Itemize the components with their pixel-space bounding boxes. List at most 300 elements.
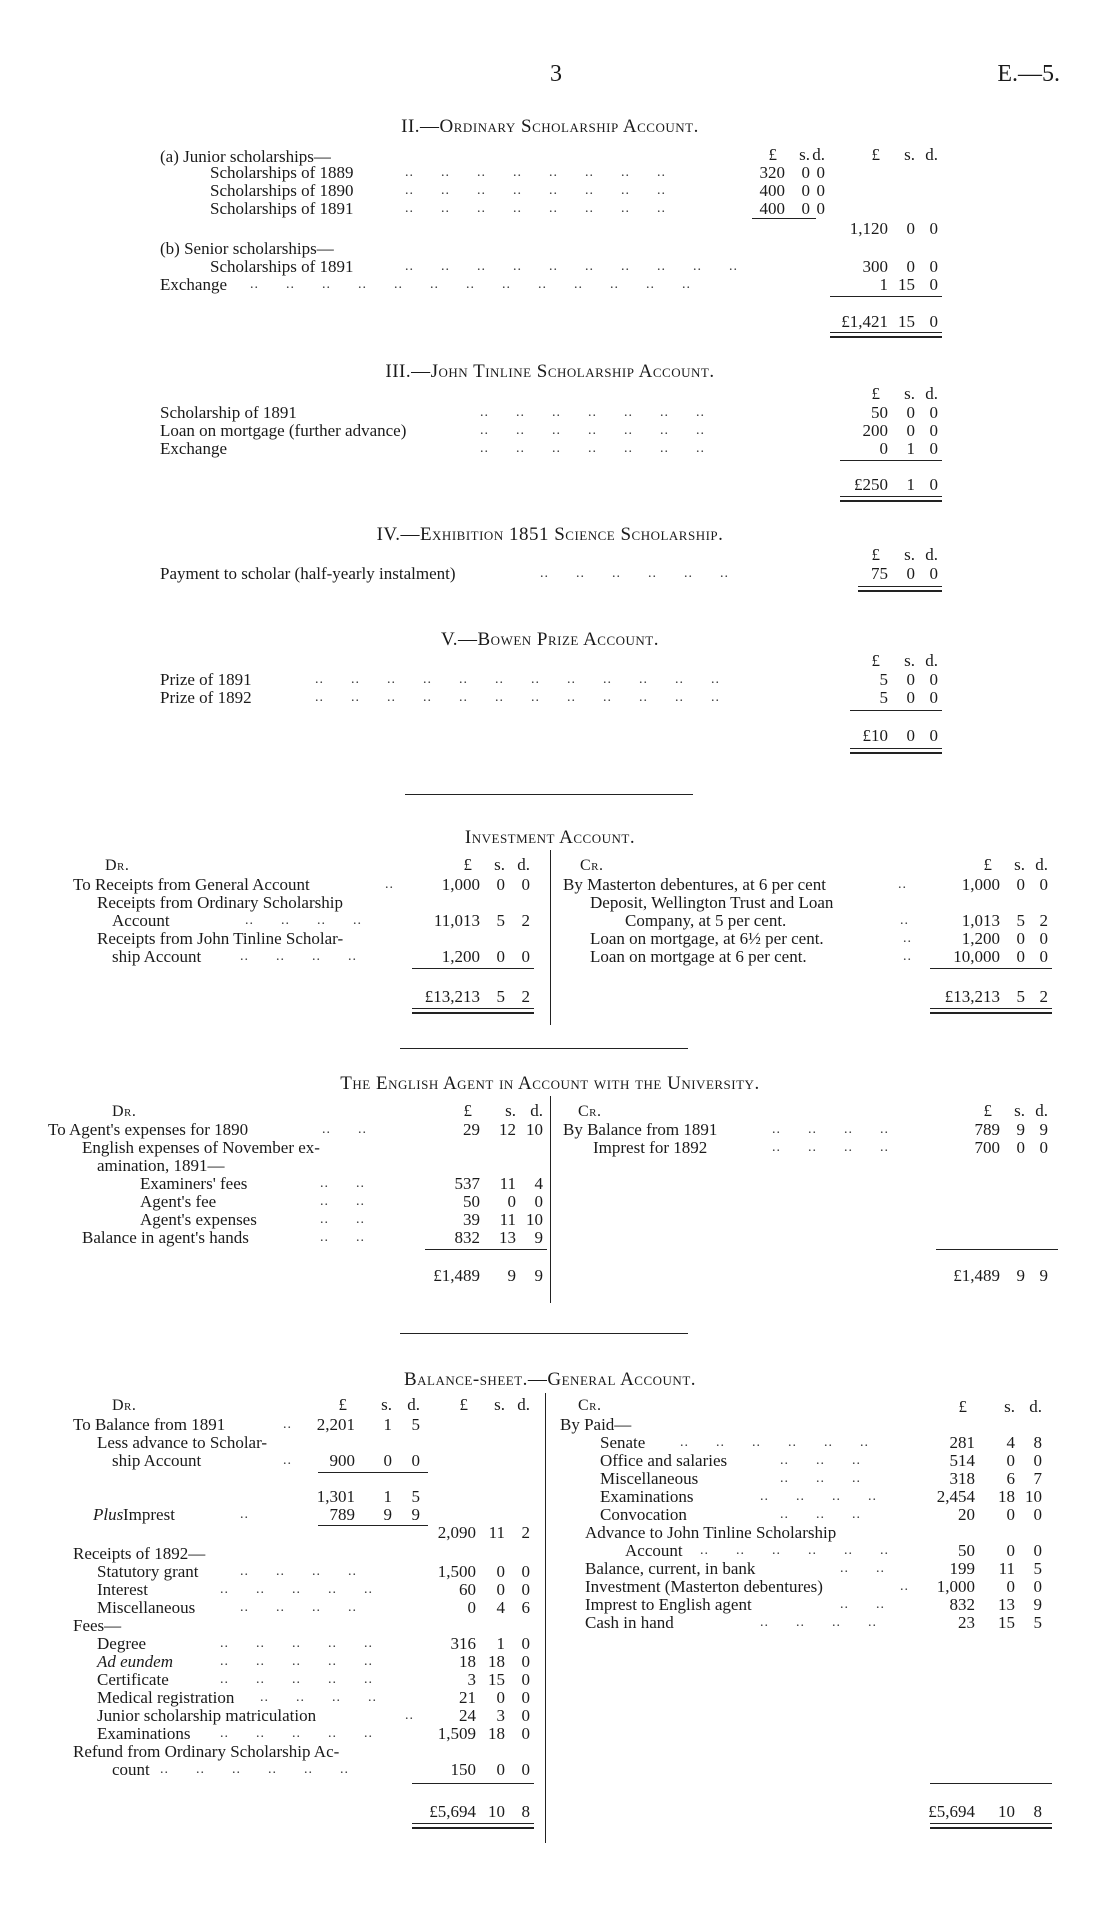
leader-dots: .. .. .. .. bbox=[760, 1489, 904, 1504]
amount-pounds: 0 bbox=[879, 439, 888, 458]
amount-pence: 0 bbox=[1033, 1577, 1042, 1596]
col-head-pounds: £ bbox=[871, 545, 880, 564]
debit-line: Examiners' fees bbox=[140, 1174, 248, 1193]
double-rule bbox=[840, 496, 942, 502]
amount-shillings: 0 bbox=[906, 670, 915, 689]
amount-shillings: 10 bbox=[998, 1802, 1015, 1821]
amount-pence: 0 bbox=[521, 875, 530, 894]
amount-shillings: 1 bbox=[906, 439, 915, 458]
leader-dots: .. .. .. .. .. .. .. .. .. .. .. .. bbox=[315, 672, 747, 687]
amount-pounds: 39 bbox=[463, 1210, 480, 1229]
leader-dots: .. .. .. .. bbox=[245, 913, 389, 928]
amount-pounds: 20 bbox=[958, 1505, 975, 1524]
amount-pounds: 10,000 bbox=[953, 947, 1000, 966]
double-rule bbox=[858, 586, 942, 592]
amount-pounds: 21 bbox=[459, 1688, 476, 1707]
amount-shillings: 1 bbox=[383, 1487, 392, 1506]
rule bbox=[936, 1249, 1058, 1250]
document-ref: E.—5. bbox=[997, 61, 1060, 87]
section-separator bbox=[400, 1333, 688, 1334]
leader-dots: .. .. bbox=[320, 1176, 392, 1191]
scholarship-label: Scholarships of 1889 bbox=[210, 163, 354, 182]
credit-line: Imprest to English agent bbox=[585, 1595, 752, 1614]
amount-shillings: 15 bbox=[998, 1613, 1015, 1632]
leader-dots: .. bbox=[903, 949, 939, 964]
leader-dots: .. bbox=[283, 1417, 319, 1432]
rule bbox=[752, 218, 816, 219]
amount-pence: 7 bbox=[1033, 1469, 1042, 1488]
amount-pounds: 1,509 bbox=[437, 1724, 476, 1743]
credit-line: Loan on mortgage at 6 per cent. bbox=[590, 947, 807, 966]
credit-line: Imprest for 1892 bbox=[593, 1138, 708, 1157]
credit-heading: Cr. bbox=[578, 1397, 602, 1414]
credit-line: Miscellaneous bbox=[600, 1469, 699, 1488]
col-head-shillings: s. bbox=[505, 1101, 516, 1120]
col-head-pence: d. bbox=[517, 855, 530, 874]
tinline-row-label: Scholarship of 1891 bbox=[160, 403, 297, 422]
col-head-shillings: s. bbox=[381, 1395, 392, 1414]
col-head-pounds: £ bbox=[983, 855, 992, 874]
amount-shillings: 11 bbox=[499, 1210, 516, 1229]
amount-pence: 0 bbox=[929, 688, 938, 707]
col-head-pounds: £ bbox=[871, 384, 880, 403]
debit-line: ship Account bbox=[112, 947, 202, 966]
scholarship-label: Scholarships of 1891 bbox=[210, 257, 354, 276]
amount-pence: 0 bbox=[929, 421, 938, 440]
debit-line: Junior scholarship matriculation bbox=[97, 1706, 317, 1725]
double-rule bbox=[930, 1008, 1052, 1014]
rule bbox=[930, 1783, 1052, 1784]
credit-line: Cash in hand bbox=[585, 1613, 674, 1632]
amount-shillings: 15 bbox=[898, 312, 915, 331]
leader-dots: .. .. .. bbox=[780, 1507, 888, 1522]
scholarship-label: Scholarships of 1890 bbox=[210, 181, 354, 200]
amount-shillings: 0 bbox=[1016, 929, 1025, 948]
amount-pounds: 2,454 bbox=[936, 1487, 975, 1506]
debit-line: Receipts from John Tinline Scholar- bbox=[97, 929, 344, 948]
amount-shillings: 15 bbox=[898, 275, 915, 294]
rule bbox=[318, 1525, 428, 1526]
amount-shillings: 0 bbox=[507, 1192, 516, 1211]
amount-shillings: 3 bbox=[496, 1706, 505, 1725]
leader-dots: .. bbox=[900, 1579, 936, 1594]
leader-dots: .. .. .. .. .. bbox=[220, 1672, 400, 1687]
col-head-pence: d. bbox=[812, 145, 825, 164]
amount-shillings: 0 bbox=[496, 1688, 505, 1707]
debit-heading: Dr. bbox=[112, 1397, 137, 1414]
amount-pounds: 200 bbox=[862, 421, 888, 440]
credit-line: Account bbox=[625, 1541, 683, 1560]
debit-line: To Receipts from General Account bbox=[73, 875, 310, 894]
amount-shillings: 10 bbox=[488, 1802, 505, 1821]
debit-line: Examinations bbox=[97, 1724, 191, 1743]
leader-dots: .. .. .. .. bbox=[260, 1690, 404, 1705]
leader-dots: .. .. bbox=[840, 1561, 912, 1576]
col-head-pence: d. bbox=[1035, 855, 1048, 874]
amount-pounds: 150 bbox=[450, 1760, 476, 1779]
leader-dots: .. .. .. .. .. .. .. .. .. .. bbox=[405, 259, 765, 274]
leader-dots: .. .. .. .. .. .. .. .. bbox=[405, 201, 693, 216]
double-rule bbox=[412, 1008, 534, 1014]
rule bbox=[840, 460, 942, 461]
amount-pence: 9 bbox=[1033, 1595, 1042, 1614]
amount-shillings: 5 bbox=[496, 987, 505, 1006]
credit-line: Investment (Masterton debentures) bbox=[585, 1577, 823, 1596]
section-title: Balance-sheet.—General Account. bbox=[403, 1369, 697, 1390]
prize-label: Prize of 1892 bbox=[160, 688, 252, 707]
col-head-pence: d. bbox=[925, 545, 938, 564]
amount-pounds: 1,000 bbox=[961, 875, 1000, 894]
amount-pence: 0 bbox=[521, 947, 530, 966]
amount-pence: 0 bbox=[521, 1670, 530, 1689]
column-divider bbox=[550, 1096, 551, 1303]
amount-shillings: 0 bbox=[1016, 1138, 1025, 1157]
debit-line: Balance in agent's hands bbox=[82, 1228, 249, 1247]
amount-pence: 0 bbox=[1039, 947, 1048, 966]
amount-pence: 0 bbox=[1033, 1505, 1042, 1524]
amount-pence: 9 bbox=[534, 1266, 543, 1285]
amount-pence: 0 bbox=[929, 726, 938, 745]
amount-shillings: 0 bbox=[801, 181, 810, 200]
amount-pence: 0 bbox=[521, 1652, 530, 1671]
amount-shillings: 0 bbox=[496, 947, 505, 966]
leader-dots: .. .. .. .. .. bbox=[220, 1636, 400, 1651]
amount-pence: 0 bbox=[929, 670, 938, 689]
rule bbox=[830, 296, 942, 297]
col-head-pounds: £ bbox=[871, 651, 880, 670]
amount-shillings: 0 bbox=[1016, 947, 1025, 966]
amount-shillings: 11 bbox=[998, 1559, 1015, 1578]
credit-line: Balance, current, in bank bbox=[585, 1559, 756, 1578]
leader-dots: .. .. .. .. .. .. bbox=[540, 566, 756, 581]
section-title: The English Agent in Account with the University. bbox=[340, 1073, 760, 1094]
rule bbox=[412, 1783, 534, 1784]
leader-dots: .. bbox=[900, 913, 936, 928]
amount-pounds: 318 bbox=[949, 1469, 975, 1488]
col-head-pence: d. bbox=[925, 384, 938, 403]
amount-pounds: 23 bbox=[958, 1613, 975, 1632]
amount-pounds: 789 bbox=[974, 1120, 1000, 1139]
amount-pounds: 300 bbox=[862, 257, 888, 276]
amount-shillings: 6 bbox=[1006, 1469, 1015, 1488]
rule bbox=[930, 968, 1052, 969]
amount-pence: 0 bbox=[521, 1688, 530, 1707]
amount-shillings: 0 bbox=[496, 1580, 505, 1599]
section-separator bbox=[405, 794, 693, 795]
debit-line: Receipts of 1892— bbox=[73, 1544, 206, 1563]
col-head-shillings: s. bbox=[904, 651, 915, 670]
amount-shillings: 5 bbox=[1016, 911, 1025, 930]
amount-pence: 0 bbox=[521, 1634, 530, 1653]
debit-line: Receipts from Ordinary Scholarship bbox=[97, 893, 343, 912]
amount-shillings: 0 bbox=[906, 219, 915, 238]
col-head-shillings: s. bbox=[799, 145, 810, 164]
amount-pence: 10 bbox=[526, 1210, 543, 1229]
amount-pence: 0 bbox=[521, 1580, 530, 1599]
amount-shillings: 4 bbox=[496, 1598, 505, 1617]
amount-pounds: 320 bbox=[759, 163, 785, 182]
amount-pence: 0 bbox=[1039, 1138, 1048, 1157]
leader-dots: .. .. bbox=[320, 1212, 392, 1227]
amount-shillings: 0 bbox=[906, 688, 915, 707]
debit-line: To Balance from 1891 bbox=[73, 1415, 226, 1434]
column-divider bbox=[550, 850, 551, 1025]
amount-pence: 0 bbox=[929, 564, 938, 583]
leader-dots: .. .. bbox=[320, 1230, 392, 1245]
debit-line: amination, 1891— bbox=[97, 1156, 225, 1175]
amount-shillings: 12 bbox=[499, 1120, 516, 1139]
col-head-shillings: s. bbox=[904, 384, 915, 403]
amount-pounds: 2,090 bbox=[437, 1523, 476, 1542]
amount-pence: 6 bbox=[521, 1598, 530, 1617]
credit-line: Office and salaries bbox=[600, 1451, 728, 1470]
leader-dots: .. .. .. bbox=[780, 1453, 888, 1468]
col-head-shillings: s. bbox=[904, 145, 915, 164]
section-title: II.—Ordinary Scholarship Account. bbox=[401, 116, 699, 137]
section-title: IV.—Exhibition 1851 Science Scholarship. bbox=[376, 524, 724, 545]
amount-shillings: 15 bbox=[488, 1670, 505, 1689]
amount-pence: 0 bbox=[521, 1562, 530, 1581]
amount-pounds: 50 bbox=[871, 403, 888, 422]
amount-pounds: 1,200 bbox=[441, 947, 480, 966]
amount-shillings: 0 bbox=[1006, 1451, 1015, 1470]
rule bbox=[412, 968, 534, 969]
amount-pounds: 3 bbox=[467, 1670, 476, 1689]
exchange-label: Exchange bbox=[160, 275, 228, 294]
amount-pounds: 199 bbox=[949, 1559, 975, 1578]
leader-dots: .. bbox=[385, 877, 421, 892]
leader-dots: .. .. bbox=[840, 1597, 912, 1612]
amount-pence: 2 bbox=[521, 987, 530, 1006]
amount-pounds: £1,489 bbox=[953, 1266, 1000, 1285]
leader-dots: .. bbox=[898, 877, 934, 892]
col-head-shillings: s. bbox=[904, 545, 915, 564]
credit-line: Deposit, Wellington Trust and Loan bbox=[590, 893, 834, 912]
senior-scholarships-heading: (b) Senior scholarships— bbox=[160, 239, 334, 258]
amount-shillings: 0 bbox=[801, 163, 810, 182]
credit-line: By Balance from 1891 bbox=[563, 1120, 718, 1139]
credit-line: Loan on mortgage, at 6½ per cent. bbox=[590, 929, 824, 948]
amount-shillings: 0 bbox=[906, 726, 915, 745]
debit-line: count bbox=[112, 1760, 150, 1779]
amount-pounds: 514 bbox=[949, 1451, 975, 1470]
amount-shillings: 9 bbox=[507, 1266, 516, 1285]
debit-line: Statutory grant bbox=[97, 1562, 199, 1581]
amount-pounds: 832 bbox=[949, 1595, 975, 1614]
leader-dots: .. .. .. .. .. .. .. bbox=[480, 441, 732, 456]
amount-pounds: £1,421 bbox=[841, 312, 888, 331]
amount-shillings: 11 bbox=[499, 1174, 516, 1193]
amount-pounds: 0 bbox=[467, 1598, 476, 1617]
amount-shillings: 18 bbox=[488, 1724, 505, 1743]
page-number: 3 bbox=[550, 61, 562, 87]
leader-dots: .. .. .. .. .. .. bbox=[680, 1435, 896, 1450]
credit-line: By Paid— bbox=[560, 1415, 632, 1434]
amount-shillings: 4 bbox=[1006, 1433, 1015, 1452]
amount-pounds: £250 bbox=[854, 475, 888, 494]
col-head-pence: d. bbox=[925, 651, 938, 670]
amount-shillings: 5 bbox=[496, 911, 505, 930]
debit-line: Miscellaneous bbox=[97, 1598, 196, 1617]
amount-pounds: £5,694 bbox=[429, 1802, 476, 1821]
amount-pence: 0 bbox=[929, 439, 938, 458]
amount-pounds: 5 bbox=[879, 688, 888, 707]
amount-shillings: 0 bbox=[496, 1760, 505, 1779]
amount-pence: 9 bbox=[1039, 1266, 1048, 1285]
col-head-pence: d. bbox=[1035, 1101, 1048, 1120]
col-head-shillings: s. bbox=[1004, 1397, 1015, 1416]
amount-pounds: 1,500 bbox=[437, 1562, 476, 1581]
scholarship-label: Scholarships of 1891 bbox=[210, 199, 354, 218]
plus-label: Plus bbox=[93, 1505, 124, 1524]
rule bbox=[850, 710, 942, 711]
section-separator bbox=[400, 1048, 688, 1049]
amount-pounds: 1,013 bbox=[961, 911, 1000, 930]
amount-pence: 0 bbox=[816, 181, 825, 200]
amount-pence: 0 bbox=[521, 1706, 530, 1725]
amount-pence: 0 bbox=[929, 219, 938, 238]
amount-shillings: 0 bbox=[906, 257, 915, 276]
amount-pence: 2 bbox=[1039, 987, 1048, 1006]
amount-pence: 0 bbox=[411, 1451, 420, 1470]
double-rule bbox=[850, 748, 942, 754]
amount-pence: 9 bbox=[411, 1505, 420, 1524]
amount-pounds: 1,000 bbox=[936, 1577, 975, 1596]
amount-pounds: 60 bbox=[459, 1580, 476, 1599]
amount-pounds: 400 bbox=[759, 199, 785, 218]
col-head-pounds: £ bbox=[958, 1397, 967, 1416]
amount-pence: 5 bbox=[411, 1415, 420, 1434]
amount-pence: 0 bbox=[1039, 929, 1048, 948]
rule bbox=[425, 1249, 547, 1250]
debit-line: Certificate bbox=[97, 1670, 169, 1689]
amount-pence: 0 bbox=[929, 475, 938, 494]
amount-shillings: 9 bbox=[1016, 1266, 1025, 1285]
amount-pounds: 1 bbox=[879, 275, 888, 294]
amount-pounds: 1,000 bbox=[441, 875, 480, 894]
amount-pence: 8 bbox=[1033, 1433, 1042, 1452]
amount-shillings: 0 bbox=[906, 421, 915, 440]
amount-pounds: £1,489 bbox=[433, 1266, 480, 1285]
leader-dots: .. .. .. bbox=[780, 1471, 888, 1486]
amount-shillings: 18 bbox=[998, 1487, 1015, 1506]
prize-label: Prize of 1891 bbox=[160, 670, 252, 689]
amount-pounds: 50 bbox=[463, 1192, 480, 1211]
leader-dots: .. .. .. .. bbox=[772, 1140, 916, 1155]
amount-pence: 0 bbox=[816, 199, 825, 218]
double-rule bbox=[930, 1823, 1052, 1829]
amount-pence: 0 bbox=[929, 257, 938, 276]
amount-pence: 2 bbox=[521, 1523, 530, 1542]
debit-line: Agent's fee bbox=[140, 1192, 217, 1211]
col-head-pence: d. bbox=[1029, 1397, 1042, 1416]
debit-line: ship Account bbox=[112, 1451, 202, 1470]
debit-line: Fees— bbox=[73, 1616, 122, 1635]
amount-pounds: 2,201 bbox=[316, 1415, 355, 1434]
column-divider bbox=[545, 1393, 546, 1843]
credit-heading: Cr. bbox=[580, 857, 604, 874]
amount-pence: 2 bbox=[1039, 911, 1048, 930]
section-title: V.—Bowen Prize Account. bbox=[440, 629, 659, 650]
debit-line: Interest bbox=[97, 1580, 148, 1599]
debit-line: Less advance to Scholar- bbox=[97, 1433, 268, 1452]
amount-shillings: 18 bbox=[488, 1652, 505, 1671]
leader-dots: .. .. .. .. .. .. .. .. .. .. .. .. bbox=[315, 690, 747, 705]
col-head-pounds: £ bbox=[338, 1395, 347, 1414]
leader-dots: .. .. bbox=[320, 1194, 392, 1209]
leader-dots: .. .. .. .. .. .. .. .. bbox=[405, 165, 693, 180]
leader-dots: .. bbox=[405, 1708, 441, 1723]
amount-pounds: 50 bbox=[958, 1541, 975, 1560]
credit-line: Advance to John Tinline Scholarship bbox=[585, 1523, 837, 1542]
col-head-pence: d. bbox=[925, 145, 938, 164]
col-head-pounds: £ bbox=[463, 1101, 472, 1120]
col-head-pence: d. bbox=[407, 1395, 420, 1414]
col-head-pounds: £ bbox=[768, 145, 777, 164]
debit-line: Ad eundem bbox=[97, 1652, 174, 1671]
amount-shillings: 0 bbox=[1006, 1541, 1015, 1560]
amount-pounds: 18 bbox=[459, 1652, 476, 1671]
amount-pounds: £13,213 bbox=[944, 987, 1000, 1006]
col-head-shillings: s. bbox=[1014, 1101, 1025, 1120]
amount-pence: 5 bbox=[411, 1487, 420, 1506]
credit-line: By Masterton debentures, at 6 per cent bbox=[563, 875, 826, 894]
amount-pence: 5 bbox=[1033, 1559, 1042, 1578]
leader-dots: .. bbox=[283, 1453, 319, 1468]
leader-dots: .. bbox=[240, 1507, 276, 1522]
amount-pence: 0 bbox=[521, 1724, 530, 1743]
credit-line: Examinations bbox=[600, 1487, 694, 1506]
amount-shillings: 11 bbox=[488, 1523, 505, 1542]
amount-pence: 8 bbox=[1033, 1802, 1042, 1821]
amount-pence: 0 bbox=[534, 1192, 543, 1211]
amount-pence: 2 bbox=[521, 911, 530, 930]
amount-shillings: 9 bbox=[1016, 1120, 1025, 1139]
amount-shillings: 0 bbox=[801, 199, 810, 218]
leader-dots: .. .. .. .. bbox=[240, 1564, 384, 1579]
amount-pounds: 1,200 bbox=[961, 929, 1000, 948]
col-head-shillings: s. bbox=[494, 1395, 505, 1414]
leader-dots: .. .. .. .. .. .. bbox=[160, 1762, 376, 1777]
amount-pence: 9 bbox=[1039, 1120, 1048, 1139]
amount-shillings: 1 bbox=[496, 1634, 505, 1653]
amount-pence: 4 bbox=[534, 1174, 543, 1193]
payment-label: Payment to scholar (half-yearly instalment) bbox=[160, 564, 456, 583]
leader-dots: .. .. .. .. .. .. .. bbox=[480, 423, 732, 438]
leader-dots: .. bbox=[903, 931, 939, 946]
amount-pounds: 1,120 bbox=[849, 219, 888, 238]
leader-dots: .. .. .. .. .. bbox=[220, 1726, 400, 1741]
amount-pounds: 700 bbox=[974, 1138, 1000, 1157]
leader-dots: .. .. bbox=[322, 1122, 394, 1137]
amount-shillings: 9 bbox=[383, 1505, 392, 1524]
amount-pounds: 5 bbox=[879, 670, 888, 689]
amount-pounds: 281 bbox=[949, 1433, 975, 1452]
amount-pence: 10 bbox=[526, 1120, 543, 1139]
debit-line: Agent's expenses bbox=[140, 1210, 257, 1229]
amount-pence: 0 bbox=[1039, 875, 1048, 894]
leader-dots: .. .. .. .. bbox=[240, 949, 384, 964]
amount-pounds: 24 bbox=[459, 1706, 476, 1725]
leader-dots: .. .. .. .. bbox=[240, 1600, 384, 1615]
amount-pence: 0 bbox=[929, 403, 938, 422]
amount-shillings: 5 bbox=[1016, 987, 1025, 1006]
leader-dots: .. .. .. .. .. bbox=[220, 1654, 400, 1669]
col-head-pounds: £ bbox=[459, 1395, 468, 1414]
col-head-shillings: s. bbox=[1014, 855, 1025, 874]
amount-shillings: 0 bbox=[1006, 1577, 1015, 1596]
amount-pence: 10 bbox=[1025, 1487, 1042, 1506]
